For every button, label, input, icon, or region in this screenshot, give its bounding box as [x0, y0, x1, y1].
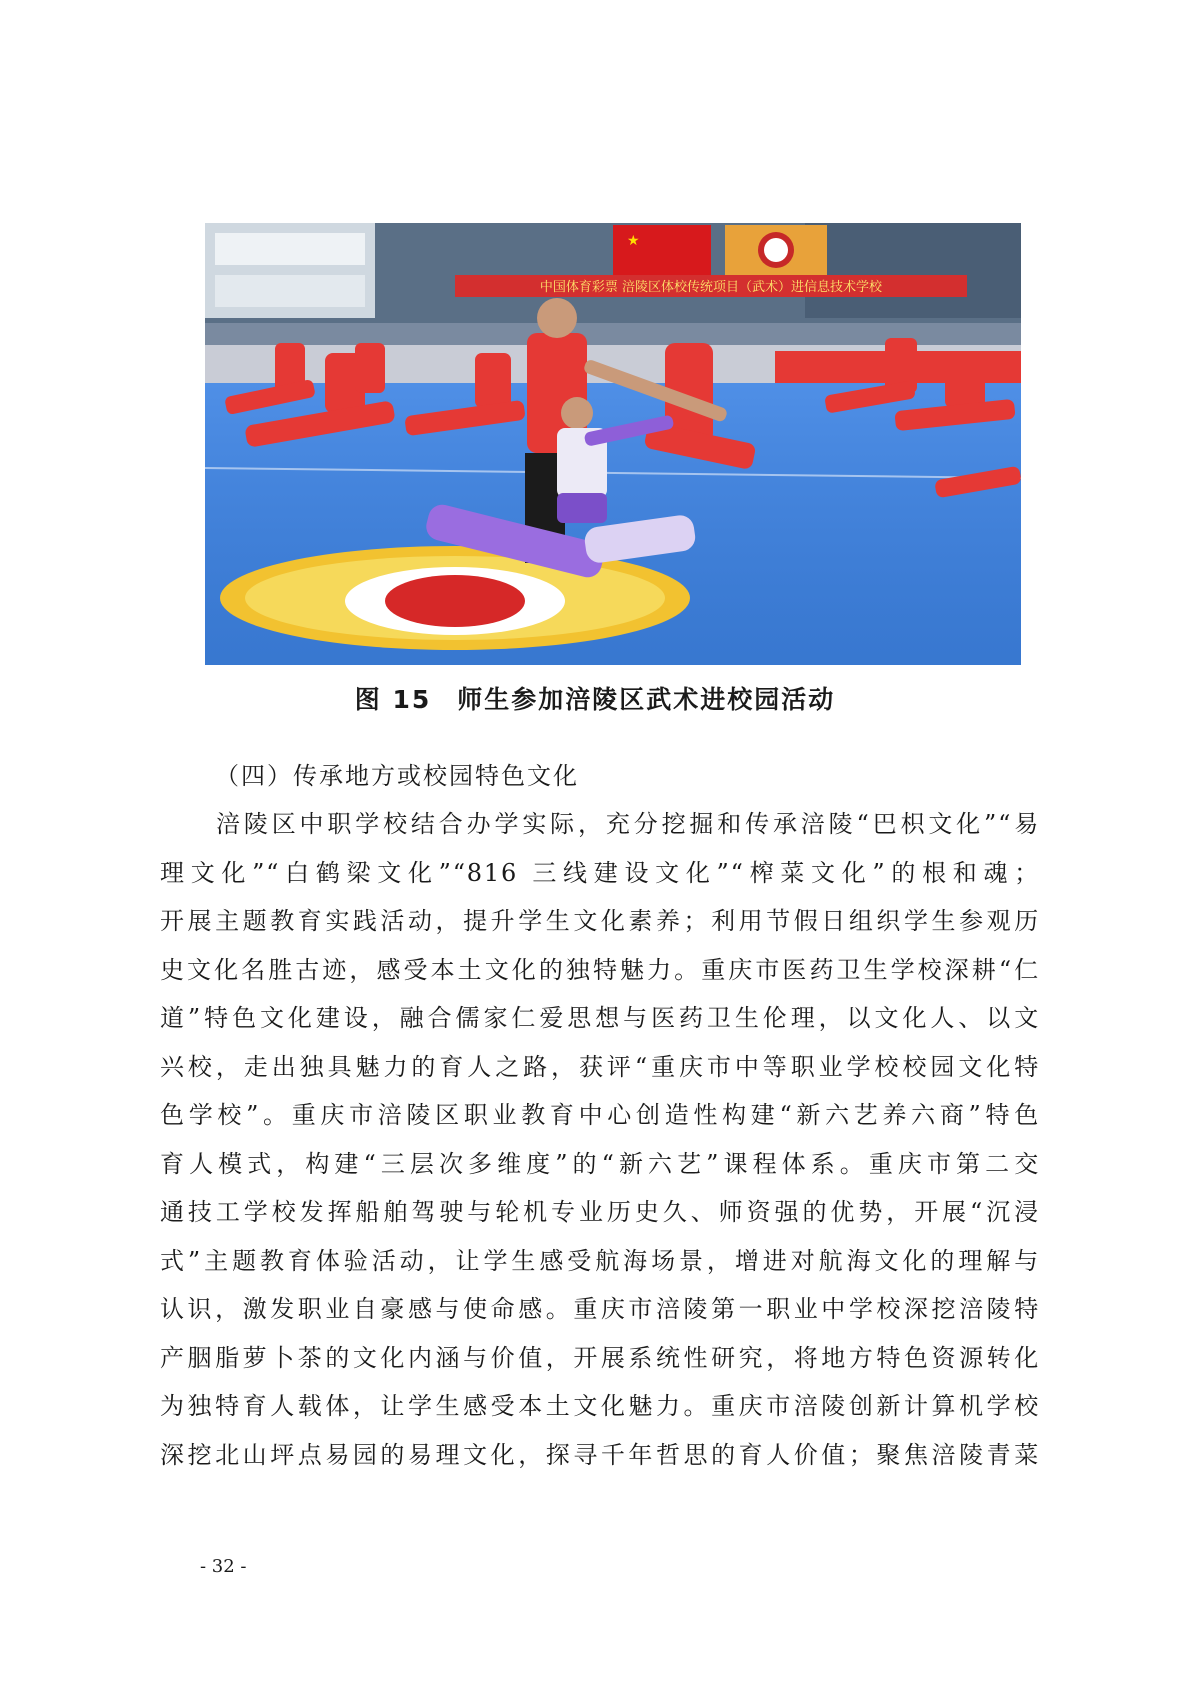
paragraph-line: 深挖北山坪点易园的易理文化，探寻千年哲思的育人价值；聚焦涪陵青菜 — [160, 1440, 1040, 1469]
paragraph-line: 兴校，走出独具魅力的育人之路，获评“重庆市中等职业学校校园文化特 — [160, 1052, 1040, 1081]
banner-text: 中国体育彩票 涪陵区体校传统项目（武术）进信息技术学校 — [539, 280, 883, 295]
figure-photo — [205, 223, 1021, 665]
paragraph-line: 道”特色文化建设，融合儒家仁爱思想与医药卫生伦理，以文化人、以文 — [160, 1004, 1040, 1032]
paragraph-line: 涪陵区中职学校结合办学实际，充分挖掘和传承涪陵“巴枳文化”“易 — [216, 810, 1040, 838]
figure-number: 图 15 — [354, 685, 432, 714]
paragraph-line: 育人模式，构建“三层次多维度”的“新六艺”课程体系。重庆市第二交 — [160, 1149, 1040, 1178]
wushu-photo-illustration — [205, 223, 1021, 665]
page-number: - 32 - — [200, 1556, 247, 1577]
paragraph-line: 色学校”。重庆市涪陵区职业教育中心创造性构建“新六艺养六商”特色 — [160, 1101, 1040, 1129]
paragraph-line: 史文化名胜古迹，感受本土文化的独特魅力。重庆市医药卫生学校深耕“仁 — [160, 955, 1040, 984]
body-paragraph — [160, 800, 1040, 1479]
paragraph-line: 产胭脂萝卜茶的文化内涵与价值，开展系统性研究，将地方特色资源转化 — [160, 1343, 1040, 1372]
figure-caption — [0, 680, 1190, 716]
paragraph-line: 为独特育人载体，让学生感受本土文化魅力。重庆市涪陵创新计算机学校 — [160, 1392, 1040, 1420]
paragraph-line: 理文化”“白鹤梁文化”“816 三线建设文化”“榨菜文化”的根和魂； — [160, 858, 1040, 887]
paragraph-line: 开展主题教育实践活动，提升学生文化素养；利用节假日组织学生参观历 — [160, 907, 1040, 935]
paragraph-line: 认识，激发职业自豪感与使命感。重庆市涪陵第一职业中学校深挖涪陵特 — [160, 1295, 1040, 1323]
figure-title: 师生参加涪陵区武术进校园活动 — [457, 685, 836, 714]
svg-text:★: ★ — [627, 233, 640, 249]
paragraph-line: 通技工学校发挥船舶驾驶与轮机专业历史久、师资强的优势，开展“沉浸 — [160, 1198, 1040, 1226]
paragraph-line: 式”主题教育体验活动，让学生感受航海场景，增进对航海文化的理解与 — [160, 1246, 1040, 1275]
section-heading: （四）传承地方或校园特色文化 — [215, 762, 579, 790]
